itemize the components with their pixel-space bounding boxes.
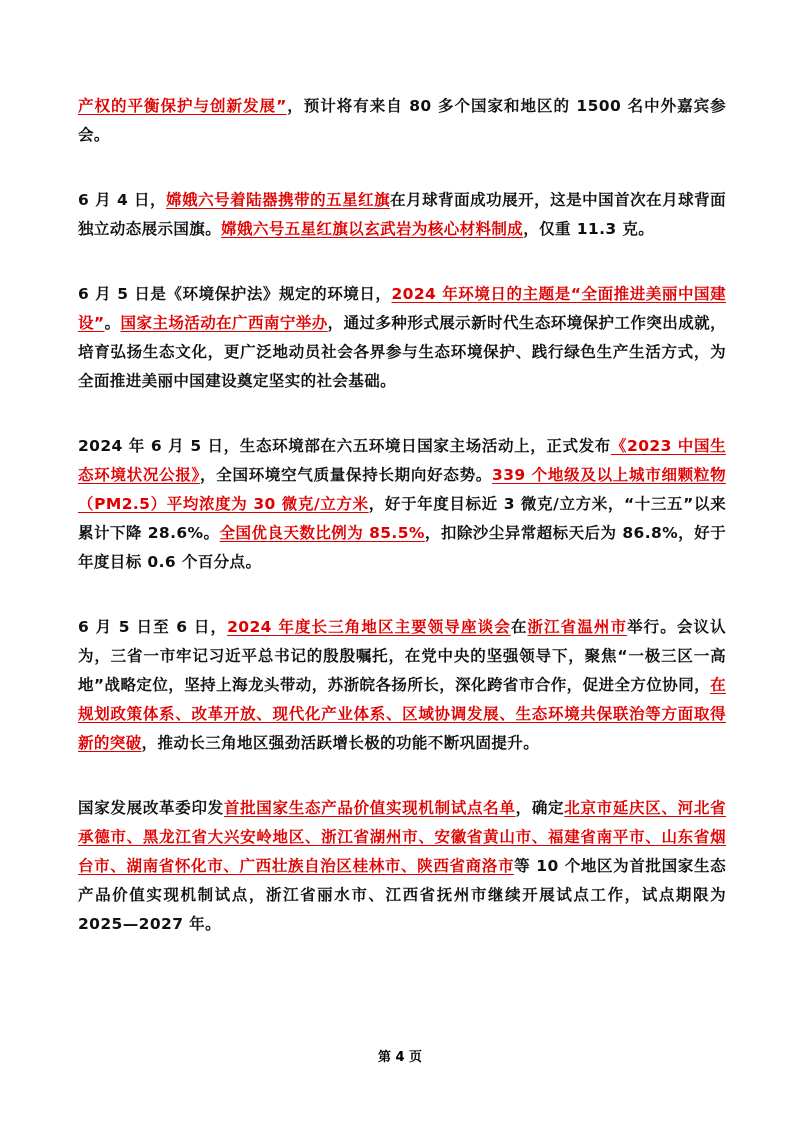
highlighted-text: 浙江省温州市: [527, 618, 628, 636]
highlighted-text: 《2023 中国生态环境状况公报》: [78, 437, 726, 484]
body-text: 2024 年 6 月 5 日，生态环境部在六五环境日国家主场活动上，正式发布: [78, 437, 611, 455]
paragraph: [78, 794, 726, 939]
highlighted-text: 全国优良天数比例为 85.5%: [219, 524, 425, 542]
body-text: ，推动长三角地区强劲活跃增长极的功能不断巩固提升。: [141, 734, 540, 752]
highlighted-text: 嫦娥六号五星红旗以玄武岩为核心材料制成: [221, 220, 524, 238]
body-text: ，通过多种形式展示新时代生态环境保护工作突出成就，培育弘扬生态文化，更广泛地动员社会各界参与生态环境保护、践行绿色生产生活方式，为全面推进美丽中国建设奠定坚实的社会基础。: [78, 314, 726, 390]
body-text: 在月球背面成功展开，这是中国首次在月球背面独立动态展示国旗。: [78, 191, 726, 238]
body-text: 国家发展改革委印发: [78, 799, 224, 817]
highlighted-text: 2024 年度长三角地区主要领导座谈会: [227, 618, 511, 636]
body-text: ，扣除沙尘异常超标天后为 86.8%，好于年度目标 0.6 个百分点。: [78, 524, 727, 571]
body-text: ，好于年度目标近 3 微克/立方米，“十三五”以来累计下降 28.6%。: [78, 495, 726, 542]
body-text: 6 月 5 日至 6 日，: [78, 618, 228, 636]
document-body: [78, 92, 726, 975]
highlighted-text: 339 个地级及以上城市细颗粒物（PM2.5）平均浓度为 30 微克/立方米: [78, 466, 727, 513]
highlighted-text: 在规划政策体系、改革开放、现代化产业体系、区域协调发展、生态环境共保联治等方面取得新的突破: [78, 676, 726, 752]
highlighted-text: 产权的平衡保护与创新发展”: [78, 97, 287, 115]
body-text: 6 月 4 日，: [78, 191, 167, 209]
body-text: 举行。会议认为，三省一市牢记习近平总书记的殷殷嘱托，在党中央的坚强领导下，聚焦“一极三区一高地”战略定位，坚持上海龙头带动，苏浙皖各扬所长，深化跨省市合作，促进全方位协同，: [78, 618, 726, 694]
body-text: 等 10 个地区为首批国家生态产品价值实现机制试点，浙江省丽水市、江西省抚州市继续开展试点工作，试点期限为 2025—2027 年。: [78, 857, 726, 933]
highlighted-text: 嫦娥六号着陆器携带的五星红旗: [166, 191, 391, 209]
body-text: 在: [510, 618, 528, 636]
paragraph: [78, 186, 726, 244]
body-text: ，全国环境空气质量保持长期向好态势。: [200, 466, 493, 484]
highlighted-text: 北京市延庆区、河北省承德市、黑龙江省大兴安岭地区、浙江省湖州市、安徽省黄山市、福建省南平市、山东省烟台市、湖南省怀化市、广西壮族自治区桂林市、陕西省商洛市: [78, 799, 726, 875]
body-text: ，预计将有来自 80 多个国家和地区的 1500 名中外嘉宾参会。: [78, 97, 726, 144]
body-text: 6 月 5 日是《环境保护法》规定的环境日，: [78, 285, 392, 303]
page-number: 第 4 页: [377, 1050, 423, 1065]
paragraph: [78, 280, 726, 396]
body-text: ，确定: [515, 799, 565, 817]
highlighted-text: 国家主场活动在广西南宁举办: [120, 314, 328, 332]
highlighted-text: 2024 年环境日的主题是“全面推进美丽中国建设”: [78, 285, 726, 332]
highlighted-text: 首批国家生态产品价值实现机制试点名单: [223, 799, 516, 817]
paragraph: [78, 613, 726, 758]
body-text: 。: [104, 314, 121, 332]
paragraph: [78, 92, 726, 150]
paragraph: [78, 432, 726, 577]
body-text: ，仅重 11.3 克。: [523, 220, 655, 238]
